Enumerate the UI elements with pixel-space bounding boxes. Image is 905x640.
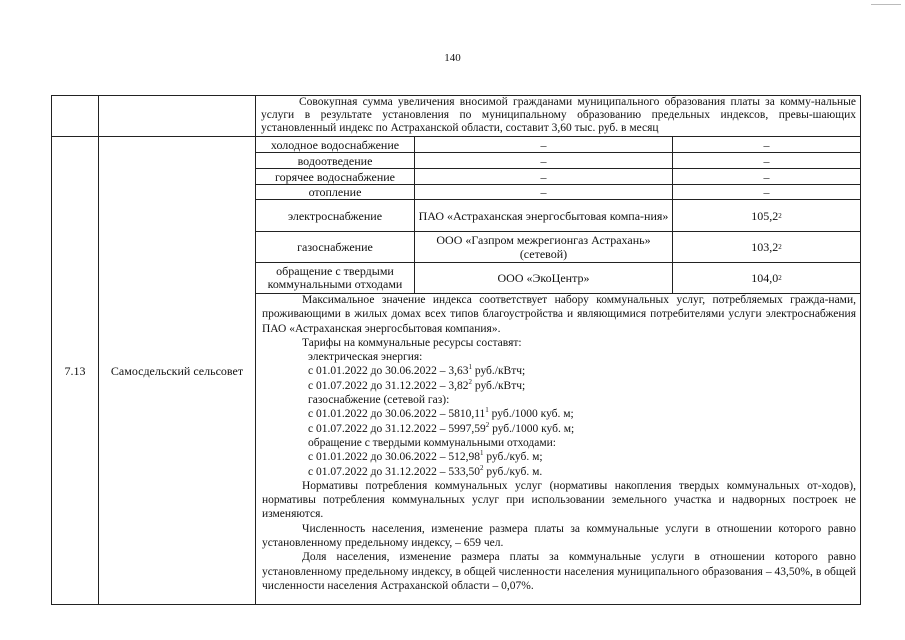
tariff-text: с 01.07.2022 до 31.12.2022 – 3,82: [308, 379, 469, 392]
gas-tariff-2: [262, 422, 856, 436]
provider-sewerage: –: [540, 153, 547, 168]
service-name-cold-water: холодное водоснабжение: [270, 137, 400, 152]
waste-heading: обращение с твердыми коммунальными отходами:: [308, 436, 556, 449]
details-text: [257, 293, 860, 593]
footnote-marker: 1: [479, 449, 484, 458]
tariff-unit: руб./кВтч;: [471, 379, 526, 392]
provider-heating: –: [540, 185, 547, 199]
provider-electricity: ПАО «Астраханская энергосбытовая компа-ния»: [418, 208, 669, 223]
tariff-text: с 01.01.2022 до 30.06.2022 – 3,63: [308, 365, 469, 378]
tariff-unit: руб./куб. м;: [483, 451, 543, 464]
index-electricity: 105,2 2: [751, 208, 782, 223]
municipality-name: Самосдельский сельсовет: [110, 364, 244, 378]
summary-text: Совокупная сумма увеличения вносимой гражданами муниципального образования платы за комму-нальные услуги в результате установления по муниципальному образованию предельных индексов, превы-шающих установленный индекс по Астраханской области, составит 3,60 тыс. руб. в месяц: [261, 96, 856, 134]
footnote-marker: 1: [468, 363, 472, 372]
index-value: 105,2: [751, 208, 779, 223]
tariff-table: [51, 95, 861, 605]
waste-tariff-1: [262, 450, 856, 464]
gas-tariff-1: [262, 407, 856, 421]
index-value: 103,2: [751, 240, 779, 254]
service-name-hot-water: горячее водоснабжение: [275, 169, 395, 184]
service-name-electricity: электроснабжение: [287, 208, 383, 223]
page-number: 140: [444, 52, 461, 64]
electricity-tariff-1: [262, 364, 856, 378]
population-paragraph: Численность населения, изменение размера платы за коммунальные услуги в отношении которого равно установленному предельному индексу, – 659 чел.: [262, 522, 856, 550]
share-paragraph: Доля населения, изменение размера платы за коммунальные услуги в отношении которого равно установленному предельному индексу, в общей численности населения муниципального образования – 43,50%, в общей численности населения Астраханской области – 0,07%.: [262, 551, 856, 592]
summary-paragraph: [257, 96, 860, 136]
index-value: 104,0: [751, 271, 779, 285]
provider-cold-water: –: [540, 137, 547, 152]
row-number: 7.13: [64, 364, 86, 378]
electricity-tariff-2: [262, 379, 856, 393]
service-name-waste: обращение с твердыми коммунальными отходами: [267, 264, 403, 291]
footnote-marker: 2: [479, 463, 484, 472]
page-corner-mark: [871, 0, 901, 5]
tariff-text: с 01.01.2022 до 30.06.2022 – 512,98: [308, 451, 480, 464]
tariff-unit: руб./1000 куб. м;: [489, 422, 575, 435]
index-cold-water: –: [763, 137, 770, 152]
service-name-heating: отопление: [308, 185, 362, 199]
tariff-unit: руб./куб. м.: [483, 465, 543, 478]
waste-tariff-2: [262, 465, 856, 479]
tariffs-heading: Тарифы на коммунальные ресурсы составят:: [302, 336, 522, 349]
gas-heading: газоснабжение (сетевой газ):: [308, 394, 450, 407]
index-sewerage: –: [763, 153, 770, 168]
service-name-sewerage: водоотведение: [297, 153, 373, 168]
index-gas: 103,2 2: [751, 240, 782, 254]
norms-paragraph: Нормативы потребления коммунальных услуг (нормативы накопления твердых коммунальных от-ходов), нормативы потребления коммунальных услуг при использовании земельного участка и надворных построек не изменяются.: [262, 479, 856, 521]
footnote-marker: 2: [485, 420, 490, 429]
tariff-text: с 01.01.2022 до 30.06.2022 – 5810,11: [308, 408, 486, 421]
footnote-marker: 2: [468, 377, 472, 386]
index-heating: –: [763, 185, 770, 199]
footnote-marker: 1: [485, 406, 489, 415]
tariff-text: с 01.07.2022 до 31.12.2022 – 533,50: [308, 465, 480, 478]
tariff-unit: руб./кВтч;: [471, 365, 526, 378]
tariff-text: с 01.07.2022 до 31.12.2022 – 5997,59: [308, 422, 486, 435]
max-index-paragraph: Максимальное значение индекса соответствует набору коммунальных услуг, потребляемых гражда-нами, проживающими в жилых домах всех типов благоустройства и являющимися потребителями услуги электроснабжения ПАО «Астраханская энергосбытовая компания».: [262, 294, 856, 335]
provider-gas: ООО «Газпром межрегионгаз Астрахань» (сетевой): [436, 233, 651, 261]
tariff-unit: руб./1000 куб. м;: [488, 408, 574, 421]
provider-waste: ООО «ЭкоЦентр»: [497, 271, 590, 285]
electricity-heading: электрическая энергия:: [308, 351, 423, 364]
index-waste: 104,0 2: [751, 271, 782, 285]
service-name-gas: газоснабжение: [297, 240, 373, 254]
provider-hot-water: –: [540, 169, 547, 184]
index-hot-water: –: [763, 169, 770, 184]
